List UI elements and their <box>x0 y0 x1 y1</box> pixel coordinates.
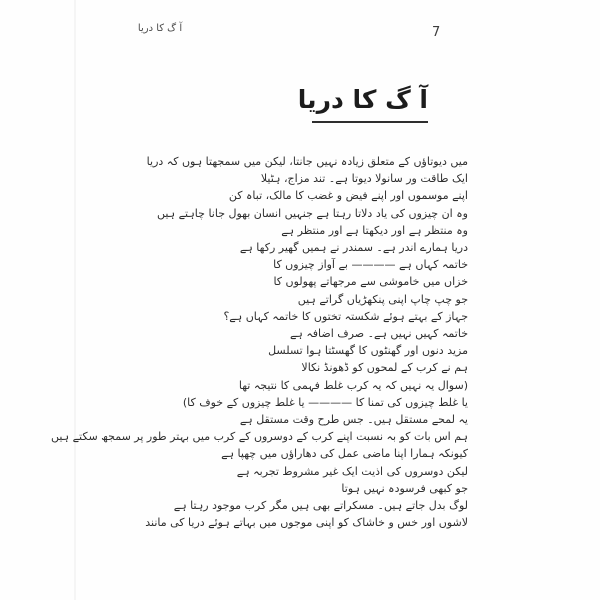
poem-line: ایک طاقت ور سانولا دیوتا ہے۔ تند مزاج، ہٹیلا <box>260 172 468 186</box>
running-header-title: آ گ کا دریا <box>137 23 183 34</box>
poem-line: جہاز کے بہتے ہوئے شکستہ تختوں کا خاتمہ کہاں ہے؟ <box>223 309 468 323</box>
poem-line: خزاں میں خاموشی سے مرجھاتے پھولوں کا <box>273 275 468 289</box>
page-number: 7 <box>432 25 441 40</box>
poem-line: وہ ان چیزوں کی یاد دلاتا رہتا ہے جنہیں انسان بھول جانا چاہتے ہیں <box>156 206 468 220</box>
poem-line: جو چپ چاپ اپنی پنکھڑیاں گراتے ہیں <box>297 292 468 306</box>
poem-line: یا غلط چیزوں کی تمنا کا ———— یا غلط چیزوں کے خوف کا) <box>182 395 468 409</box>
poem-line: لوگ بدل جاتے ہیں۔ مسکراتے بھی ہیں مگر کرب موجود رہتا ہے <box>173 499 468 513</box>
poem-line: ہم نے کرب کے لمحوں کو ڈھونڈ نکالا <box>301 361 468 375</box>
poem-line: لیکن دوسروں کی اذیت ایک غیر مشروط تجربہ ہے <box>236 464 468 478</box>
poem-line: مزید دنوں اور گھنٹوں کا گھسٹتا ہوا تسلسل <box>268 344 468 358</box>
poem-line: جو کبھی فرسودہ نہیں ہوتا <box>341 481 468 495</box>
poem-line: خاتمہ کہاں ہے ———— بے آواز چیزوں کا <box>273 258 468 272</box>
epigraph-poem <box>38 153 468 531</box>
poem-line: ہم اس بات کو بہ نسبت اپنے کرب کے دوسروں کے کرب میں بہتر طور پر سمجھ سکتے ہیں <box>50 430 468 444</box>
poem-line: اپنے موسموں اور اپنے فیض و غضب کا مالک، تباہ کن <box>228 189 468 203</box>
poem-line: خاتمہ کہیں نہیں ہے۔ صرف اضافہ ہے <box>289 327 468 341</box>
poem-line: لاشوں اور خس و خاشاک کو اپنی موجوں میں بہاتے ہوئے دریا کی مانند <box>145 516 468 530</box>
poem-line: کیونکہ ہمارا اپنا ماضی عمل کی دھاراؤں میں چھپا ہے <box>221 447 468 461</box>
chapter-title: آ گ کا دریا <box>312 84 428 123</box>
poem-line: (سوال یہ نہیں کہ یہ کرب غلط فہمی کا نتیجہ تھا <box>238 378 468 392</box>
poem-line: میں دیوتاؤں کے متعلق زیادہ نہیں جانتا، لیکن میں سمجھتا ہوں کہ دریا <box>146 155 468 168</box>
poem-line: وہ منتظر ہے اور دیکھتا ہے اور منتظر ہے <box>281 223 468 237</box>
poem-line: دریا ہمارے اندر ہے۔ سمندر نے ہمیں گھیر رکھا ہے <box>239 241 468 255</box>
poem-line: یہ لمحے مستقل ہیں۔ جس طرح وقت مستقل ہے <box>239 413 468 427</box>
